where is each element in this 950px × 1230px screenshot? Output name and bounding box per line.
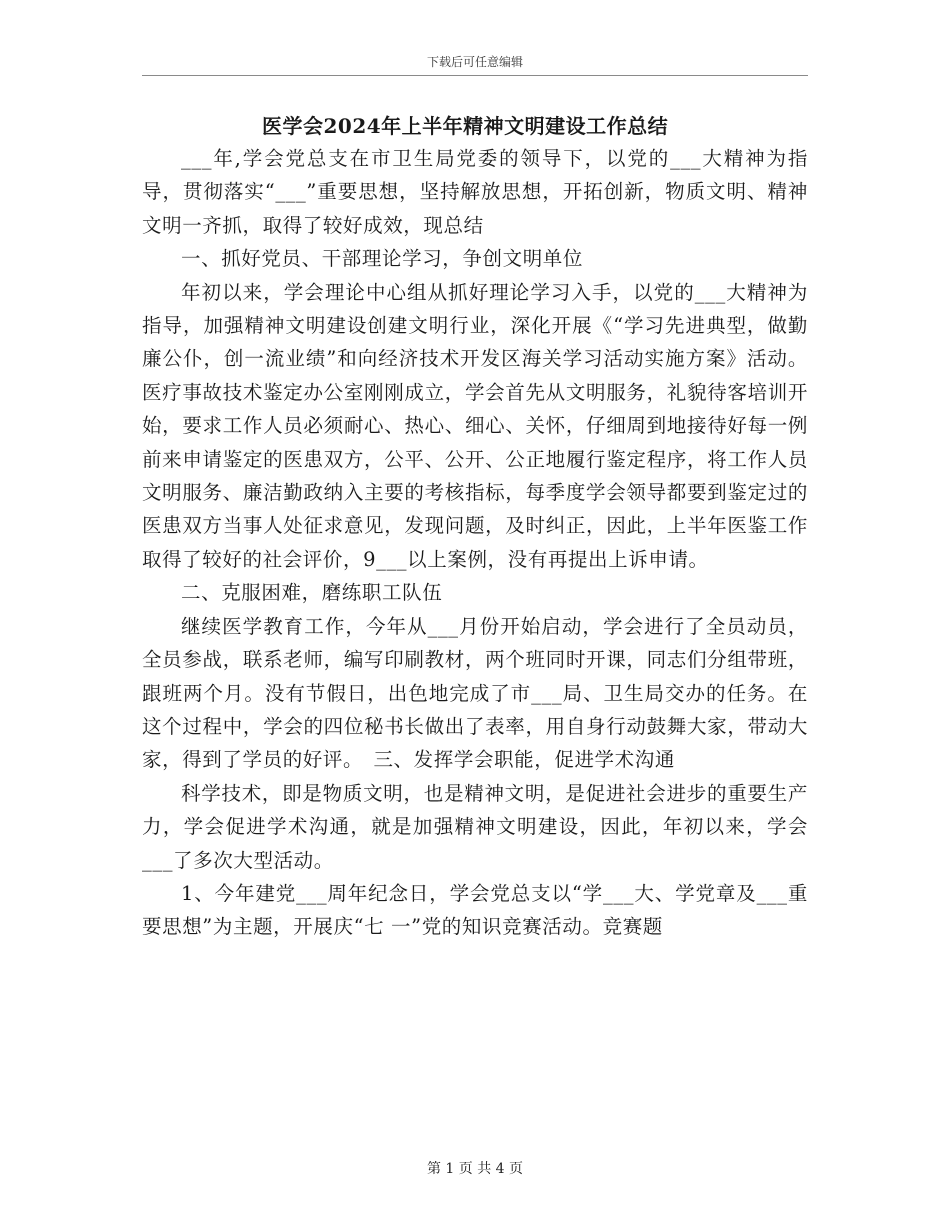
header-divider	[142, 75, 808, 76]
paragraph-science: 科学技术，即是物质文明，也是精神文明，是促进社会进步的重要生产力，学会促进学术沟通，就是加强精神文明建设，因此，年初以来，学会___了多次大型活动。	[142, 781, 808, 872]
page-number: 第 1 页 共 4 页	[426, 1161, 524, 1177]
document-body	[142, 110, 808, 944]
paragraph-intro: ___年,学会党总支在市卫生局党委的领导下，以党的___大精神为指导，贯彻落实“___”重要思想，坚持解放思想，开拓创新，物质文明、精神文明一齐抓，取得了较好成效，现总结	[142, 147, 808, 237]
paragraph-education: 继续医学教育工作，今年从___月份开始启动，学会进行了全员动员，全员参战，联系老师，编写印刷教材，两个班同时开课，同志们分组带班，跟班两个月。没有节假日，出色地完成了市___局、卫生局交办的任务。在这个过程中，学会的四位秘书长做出了表率，用自身行动鼓舞大家，带动大家，得到了学员的好评。 三、发挥学会职能，促进学术沟通	[142, 614, 808, 772]
header-note: 下载后可任意编辑	[426, 55, 523, 69]
paragraph-party-anniversary: 1、今年建党___周年纪念日，学会党总支以“学___大、学党章及___重要思想”为主题，开展庆“七 一”党的知识竞赛活动。竞赛题	[142, 881, 808, 939]
paragraph-theory-study: 年初以来，学会理论中心组从抓好理论学习入手，以党的___大精神为指导，加强精神文明建设创建文明行业，深化开展《“学习先进典型，做勤廉公仆，创一流业绩”和向经济技术开发区海关学习活动实施方案》活动。医疗事故技术鉴定办公室刚刚成立，学会首先从文明服务，礼貌待客培训开始，要求工作人员必须耐心、热心、细心、关怀，仔细周到地接待好每一例前来申请鉴定的医患双方，公平、公开、公正地履行鉴定程序，将工作人员文明服务、廉洁勤政纳入主要的考核指标，每季度学会领导都要到鉴定过的医患双方当事人处征求意见，发现问题，及时纠正，因此，上半年医鉴工作取得了较好的社会评价，9___以上案例，没有再提出上诉申请。	[142, 280, 808, 571]
section-heading-1: 一、抓好党员、干部理论学习，争创文明单位	[181, 247, 584, 271]
document-title: 医学会2024年上半年精神文明建设工作总结	[262, 114, 669, 138]
section-heading-2: 二、克服困难，磨练职工队伍	[181, 581, 443, 605]
